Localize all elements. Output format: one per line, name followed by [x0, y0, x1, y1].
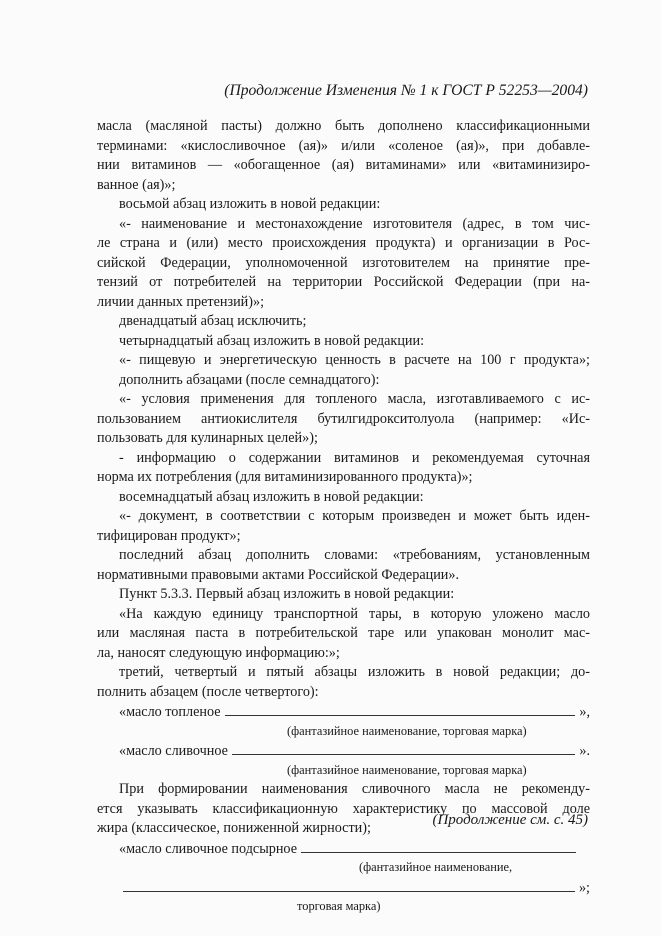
text-line: ле страна и (или) место происхождения продукта) и организации в Рос-: [97, 235, 590, 251]
form-line-continuation: [97, 878, 590, 898]
text-line: норма их потребления (для витаминизированного продукта)»;: [97, 469, 473, 485]
text-line: «- условия применения для топленого масла, изготавливаемого с ис-: [119, 391, 590, 407]
form-end: »;: [578, 879, 590, 896]
text-line: пользованием антиокислителя бутилгидрокситолуола (например: «Ис-: [97, 410, 590, 427]
form-caption: (фантазийное наименование, торговая марка): [287, 762, 527, 777]
form-label: «масло топленое: [119, 704, 221, 720]
blank-line: [123, 878, 575, 892]
text-line: последний абзац дополнить словами: «требованиям, установленным: [119, 547, 590, 563]
text-line: масла (масляной пасты) должно быть дополнено классификационными: [97, 118, 590, 134]
text-line: «- пищевую и энергетическую ценность в расчете на 100 г продукта»;: [119, 352, 590, 368]
document-body: [97, 117, 590, 917]
text-line: личии данных претензий)»;: [97, 293, 265, 310]
text-line: нормативными правовыми актами Российской Федерации».: [97, 566, 460, 583]
form-end: ».: [579, 743, 590, 759]
text-line: восемнадцатый абзац изложить в новой редакции:: [119, 488, 424, 505]
text-line: пользовать для кулинарных целей»);: [97, 430, 318, 446]
text-line: четырнадцатый абзац изложить в новой редакции:: [119, 332, 425, 349]
text-line: тифицирован продукт»;: [97, 527, 241, 544]
text-line: дополнить абзацами (после семнадцатого):: [119, 371, 380, 388]
form-line-cheese-butter: [97, 839, 590, 859]
form-caption: (фантазийное наименование,: [359, 860, 513, 874]
text-line: ла, наносят следующую информацию:»;: [97, 644, 340, 661]
page-header: (Продолжение Изменения № 1 к ГОСТ Р 52253—2004): [224, 82, 588, 99]
blank-line: [301, 839, 576, 853]
text-line: ванное (ая)»;: [97, 176, 176, 193]
text-line: полнить абзацем (после четвертого):: [97, 683, 319, 700]
text-line: Пункт 5.3.3. Первый абзац изложить в новой редакции:: [119, 586, 455, 602]
text-line: «- наименование и местонахождение изготовителя (адрес, в том чис-: [119, 215, 590, 232]
text-line: сийской Федерации, уполномоченной изготовителем на принятие пре-: [97, 254, 590, 271]
text-line: - информацию о содержании витаминов и рекомендуемая суточная: [119, 449, 590, 466]
text-line: третий, четвертый и пятый абзацы изложить в новой редакции; до-: [119, 664, 590, 680]
text-line: «На каждую единицу транспортной тары, в которую уложено масло: [119, 605, 590, 622]
page-footer: (Продолжение см. с. 45): [432, 812, 588, 828]
text-line: двенадцатый абзац исключить;: [119, 313, 307, 329]
text-line: ется указывать классификационную характеристику по массовой доле: [97, 800, 590, 817]
text-line: восьмой абзац изложить в новой редакции:: [119, 196, 381, 212]
text-line: или масляная паста в потребительской таре или упакован монолит мас-: [97, 625, 590, 641]
form-caption: (фантазийное наименование, торговая марка): [287, 723, 527, 738]
text-line: тензий от потребителей на территории Российской Федерации (при на-: [97, 274, 590, 290]
form-label: «масло сливочное: [119, 743, 228, 759]
text-line: нии витаминов — «обогащенное (ая) витаминами» или «витаминизиро-: [97, 157, 590, 173]
form-line-butter: [97, 741, 590, 761]
text-line: «- документ, в соответствии с которым произведен и может быть иден-: [119, 508, 590, 524]
form-line-ghee: [97, 702, 590, 722]
form-label: «масло сливочное подсырное: [119, 840, 298, 857]
text-line: При формировании наименования сливочного масла не рекоменду-: [119, 781, 590, 797]
blank-line: [225, 702, 576, 716]
blank-line: [232, 741, 575, 755]
text-line: терминами: «кислосливочное (ая)» и/или «соленое (ая)», при добавле-: [97, 137, 590, 154]
text-line: жира (классическое, пониженной жирности);: [97, 820, 371, 836]
form-caption: торговая марка): [297, 899, 381, 913]
form-end: »,: [579, 704, 590, 720]
